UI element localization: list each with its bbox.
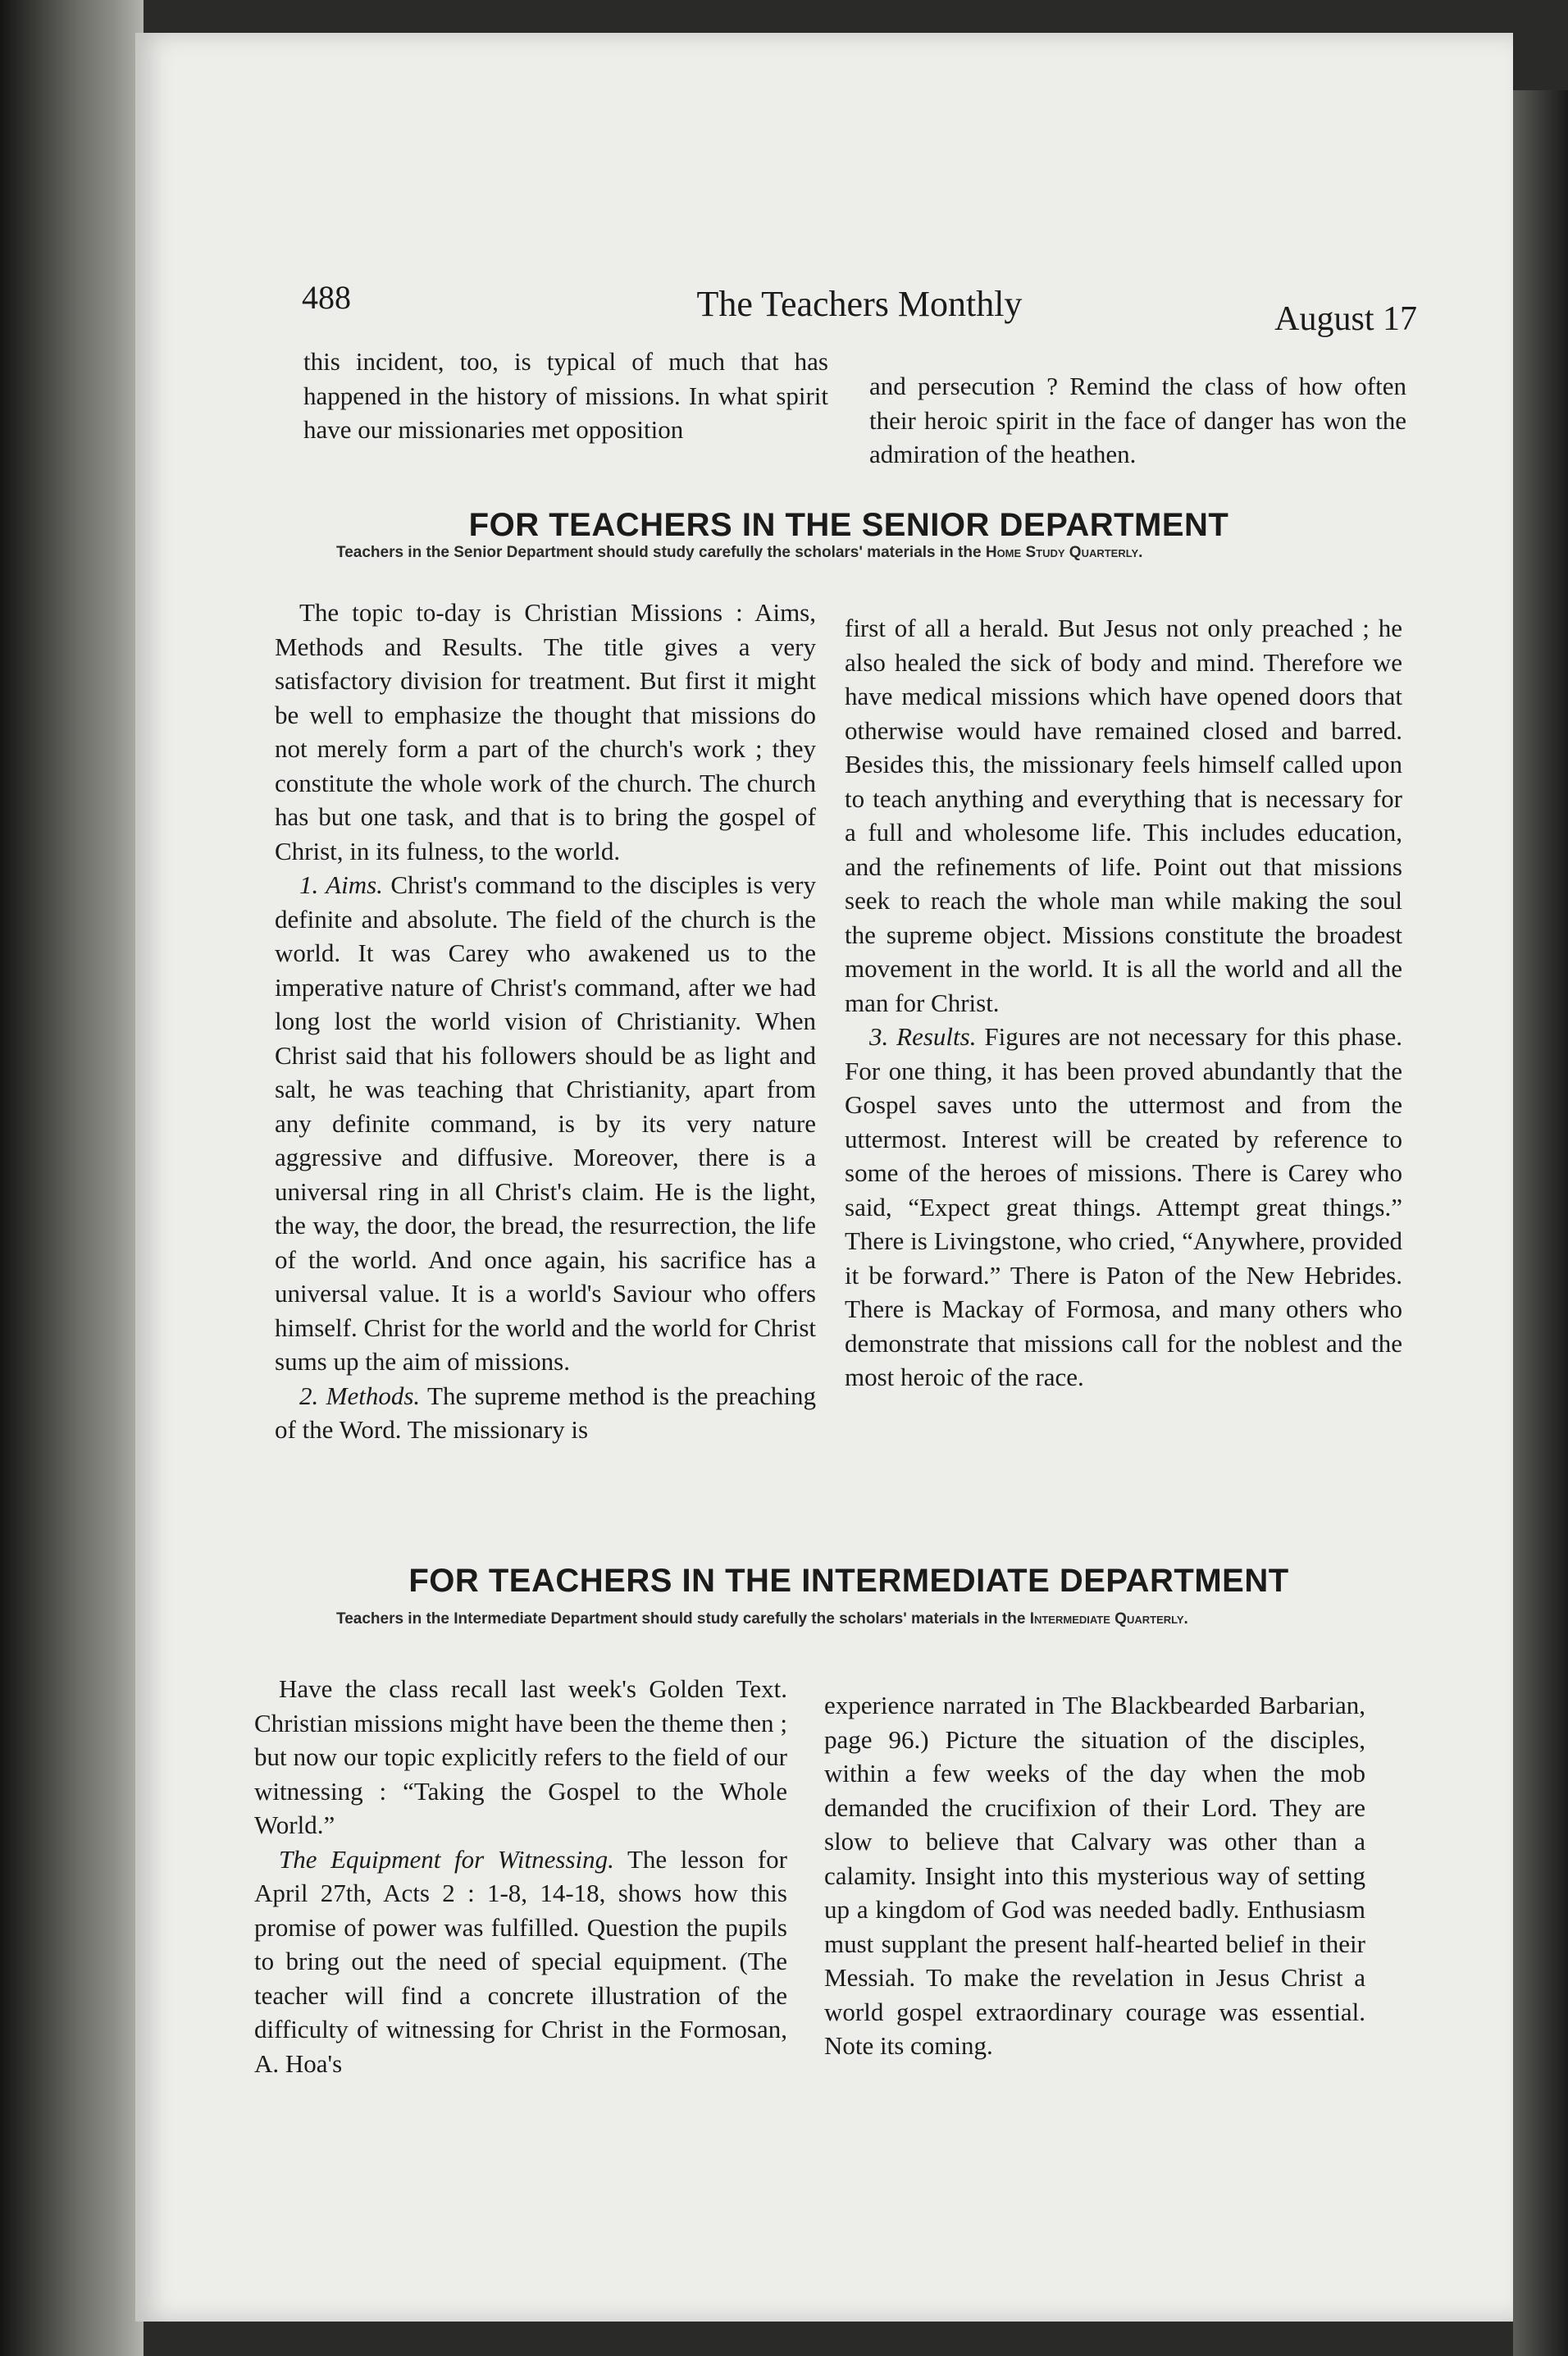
paragraph-text: The supreme method is the preaching of the Word. The missionary is [275, 1381, 816, 1444]
intermediate-left-column [254, 1672, 787, 2080]
book-binding [0, 0, 144, 2356]
note-text: Teachers in the Senior Department should study carefully the scholars' materials in the [336, 544, 982, 561]
note-publication: Home Study Quarterly. [985, 544, 1143, 561]
senior-heading: FOR TEACHERS IN THE SENIOR DEPARTMENT [468, 507, 1229, 543]
section-label: 2. Methods. [299, 1381, 421, 1410]
book-edge [1513, 90, 1568, 2356]
top-left-column [303, 345, 828, 447]
paragraph [845, 1020, 1402, 1395]
section-label: 3. Results. [869, 1022, 977, 1051]
running-date: August 17 [1274, 300, 1417, 338]
paragraph: first of all a herald. But Jesus not only preached ; he also healed the sick of body and mind. Therefore we have medical missions which have opened doors that otherwise would have remained closed and barred. Besides this, the missionary feels himself called upon to teach anything and everything that is necessary for a full and wholesome life. This includes education, and the refinements of life. Point out that missions seek to reach the whole man while making the soul the supreme object. Missions constitute the broadest movement in the world. It is all the world and all the man for Christ. [845, 614, 1402, 1017]
paragraph-text: The lesson for April 27th, Acts 2 : 1-8, 14-18, shows how this promise of power was fulfilled. Question the pupils to bring out the need of special equipment. (The teacher will find a concrete illustration of the difficulty of witnessing for Christ in the Formosan, A. Hoa's [254, 1844, 787, 2078]
note-publication: Intermediate Quarterly. [1029, 1610, 1188, 1628]
paragraph: experience narrated in The Blackbearded Barbarian, page 96.) Picture the situation of the disciples, within a few weeks of the day when the mob demanded the crucifixion of their Lord. They are slow to believe that Calvary was other than a calamity. Insight into this mysterious way of setting up a kingdom of God was needed badly. Enthusiasm must supplant the present half-hearted belief in their Messiah. To make the revelation in Jesus Christ a world gospel extraordinary courage was essential. Note its coming. [824, 1691, 1365, 2060]
paragraph-text: Christ's command to the disciples is very definite and absolute. The field of the church is the world. It was Carey who awakened us to the imperative nature of Christ's command, after we had long lost the world vision of Christianity. When Christ said that his followers should be as light and salt, he was teaching that Christianity, apart from any definite command, is by its very nature aggressive and diffusive. Moreover, there is a universal ring in all Christ's claim. He is the light, the way, the door, the bread, the resurrection, the life of the world. And once again, his sacrifice has a universal value. It is a world's Saviour who offers himself. Christ for the world and the world for Christ sums up the aim of missions. [275, 870, 816, 1376]
top-right-column [869, 369, 1406, 472]
paragraph: Have the class recall last week's Golden Text. Christian missions might have been the theme then ; but now our topic explicitly refers to the field of our witnessing : “Taking the Gospel to the Whole World.” [254, 1674, 787, 1839]
note-text: Teachers in the Intermediate Department should study carefully the scholars' materials in the [336, 1610, 1026, 1628]
page-number: 488 [302, 279, 351, 316]
paragraph: The topic to-day is Christian Missions : Aims, Methods and Results. The title gives a very satisfactory division for treatment. But first it might be well to emphasize the thought that missions do not merely form a part of the church's work ; they constitute the whole work of the church. The church has but one task, and that is to bring the gospel of Christ, in its fulness, to the world. [275, 598, 816, 865]
running-header [302, 275, 1417, 340]
section-label: The Equipment for Witnessing. [279, 1844, 614, 1874]
paragraph-text: Figures are not necessary for this phase. For one thing, it has been proved abundantly that the Gospel saves unto the uttermost and from the uttermost. Interest will be created by reference to some of the heroes of missions. There is Carey who said, “Expect great things. Attempt great things.” There is Livingstone, who cried, “Anywhere, provided it be forward.” There is Paton of the New Hebrides. There is Mackay of Formosa, and many others who demonstrate that missions call for the noblest and the most heroic of the race. [845, 1022, 1402, 1391]
intermediate-heading: FOR TEACHERS IN THE INTERMEDIATE DEPARTMENT [408, 1563, 1289, 1599]
continued-paragraph: this incident, too, is typical of much that has happened in the history of missions. In what spirit have our missionaries met opposition [303, 347, 828, 444]
paragraph [275, 1379, 816, 1447]
running-title: The Teachers Monthly [696, 284, 1023, 324]
senior-note [262, 543, 1419, 563]
paragraph [275, 868, 816, 1379]
intermediate-note [262, 1609, 1419, 1629]
section-label: 1. Aims. [299, 870, 383, 899]
paragraph [254, 1842, 787, 2081]
continued-paragraph: and persecution ? Remind the class of how often their heroic spirit in the face of danger has won the admiration of the heathen. [869, 372, 1406, 468]
senior-right-column [845, 611, 1402, 1395]
intermediate-right-column [824, 1688, 1365, 2063]
senior-left-column [275, 596, 816, 1447]
